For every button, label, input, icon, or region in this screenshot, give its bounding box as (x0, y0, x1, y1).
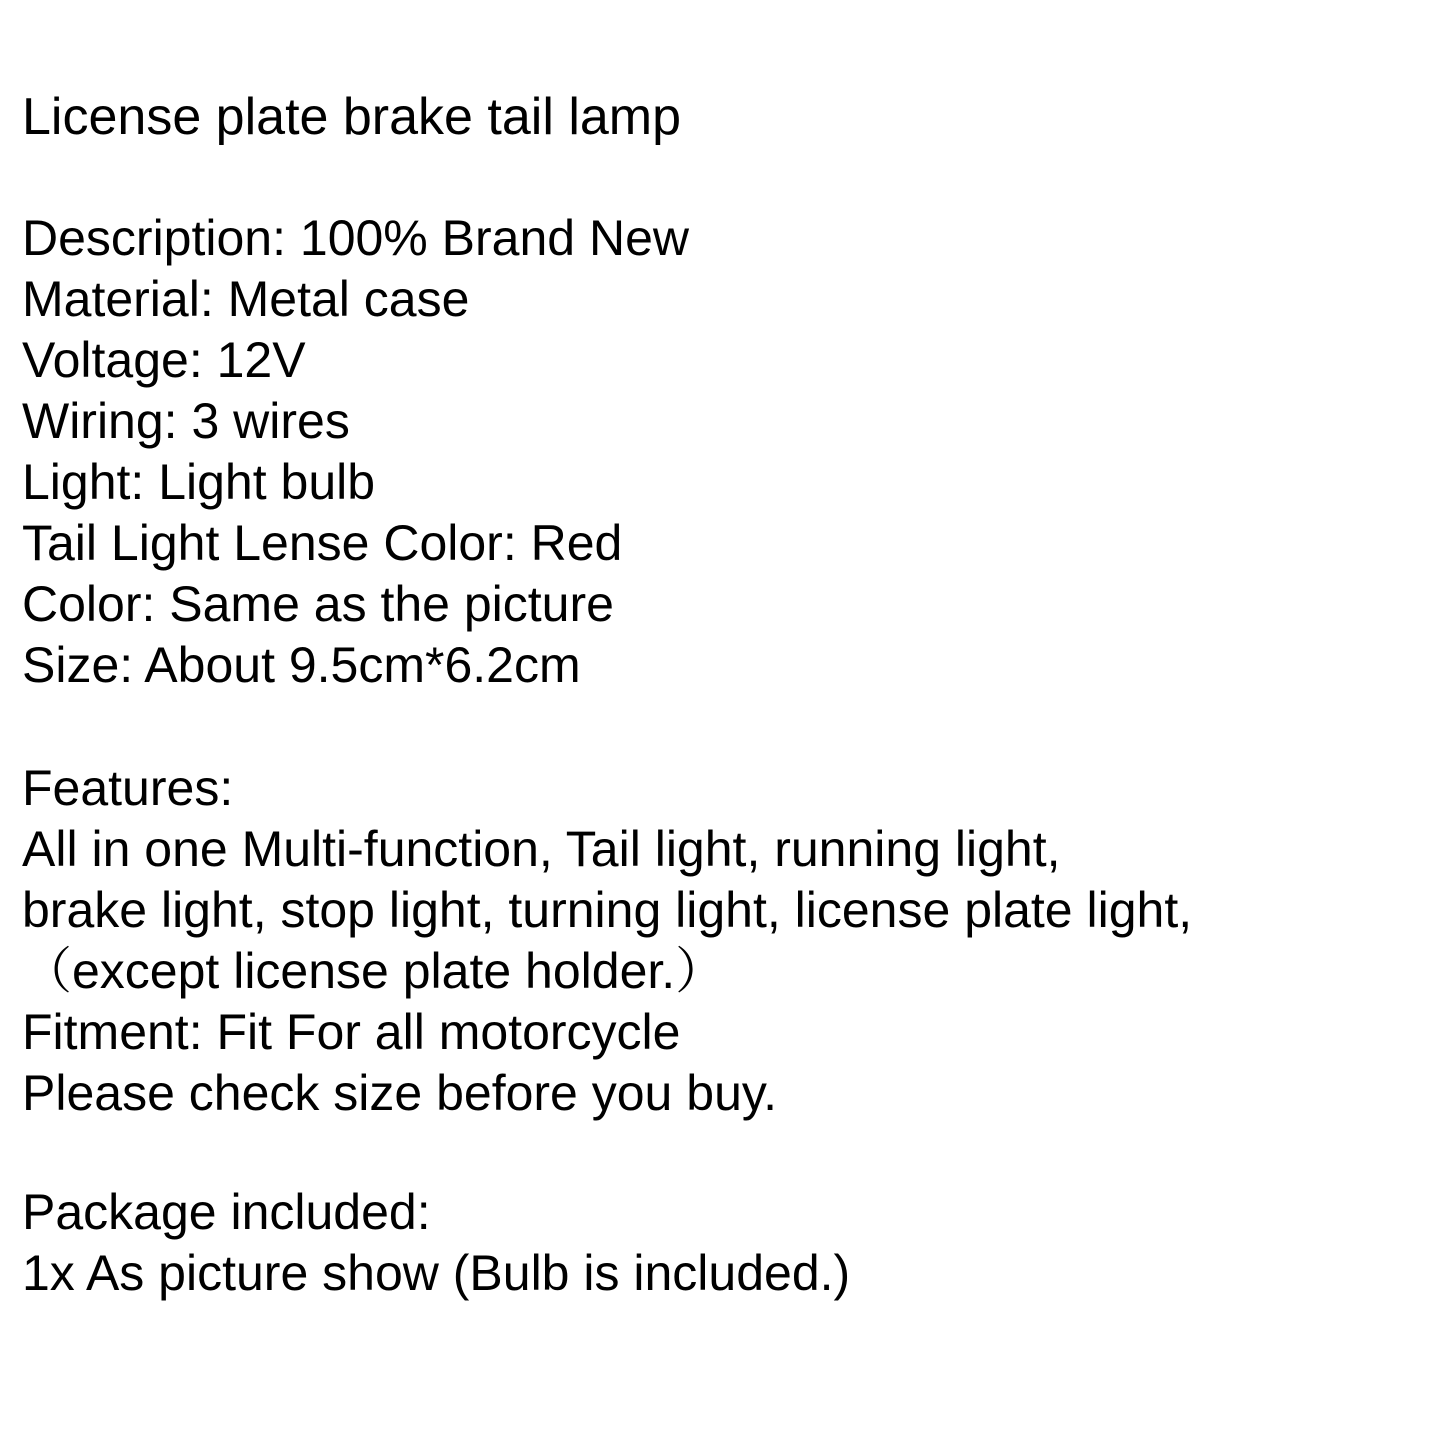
size-check-line: Please check size before you buy. (22, 1065, 778, 1121)
section-spacer (22, 696, 1425, 758)
spec-line: Tail Light Lense Color: Red (22, 515, 623, 571)
page-title: License plate brake tail lamp (22, 88, 682, 146)
features-heading: Features: (22, 760, 234, 816)
feature-line: （except license plate holder.） (22, 943, 726, 999)
feature-line: brake light, stop light, turning light, license plate light, (22, 882, 1193, 938)
spec-line: Light: Light bulb (22, 454, 376, 510)
feature-line: All in one Multi-function, Tail light, running light, (22, 821, 1061, 877)
spec-line: Material: Metal case (22, 271, 470, 327)
spec-line: Voltage: 12V (22, 332, 306, 388)
package-heading: Package included: (22, 1184, 431, 1240)
spec-line: Color: Same as the picture (22, 576, 614, 632)
fitment-line: Fitment: Fit For all motorcycle (22, 1004, 681, 1060)
section-spacer (22, 1124, 1425, 1182)
spec-line: Size: About 9.5cm*6.2cm (22, 637, 581, 693)
features-section (22, 758, 1425, 1124)
spec-line: Wiring: 3 wires (22, 393, 350, 449)
package-section (22, 1182, 1425, 1304)
specifications-list (22, 208, 1425, 696)
spec-line: Description: 100% Brand New (22, 210, 689, 266)
package-line: 1x As picture show (Bulb is included.) (22, 1245, 851, 1301)
